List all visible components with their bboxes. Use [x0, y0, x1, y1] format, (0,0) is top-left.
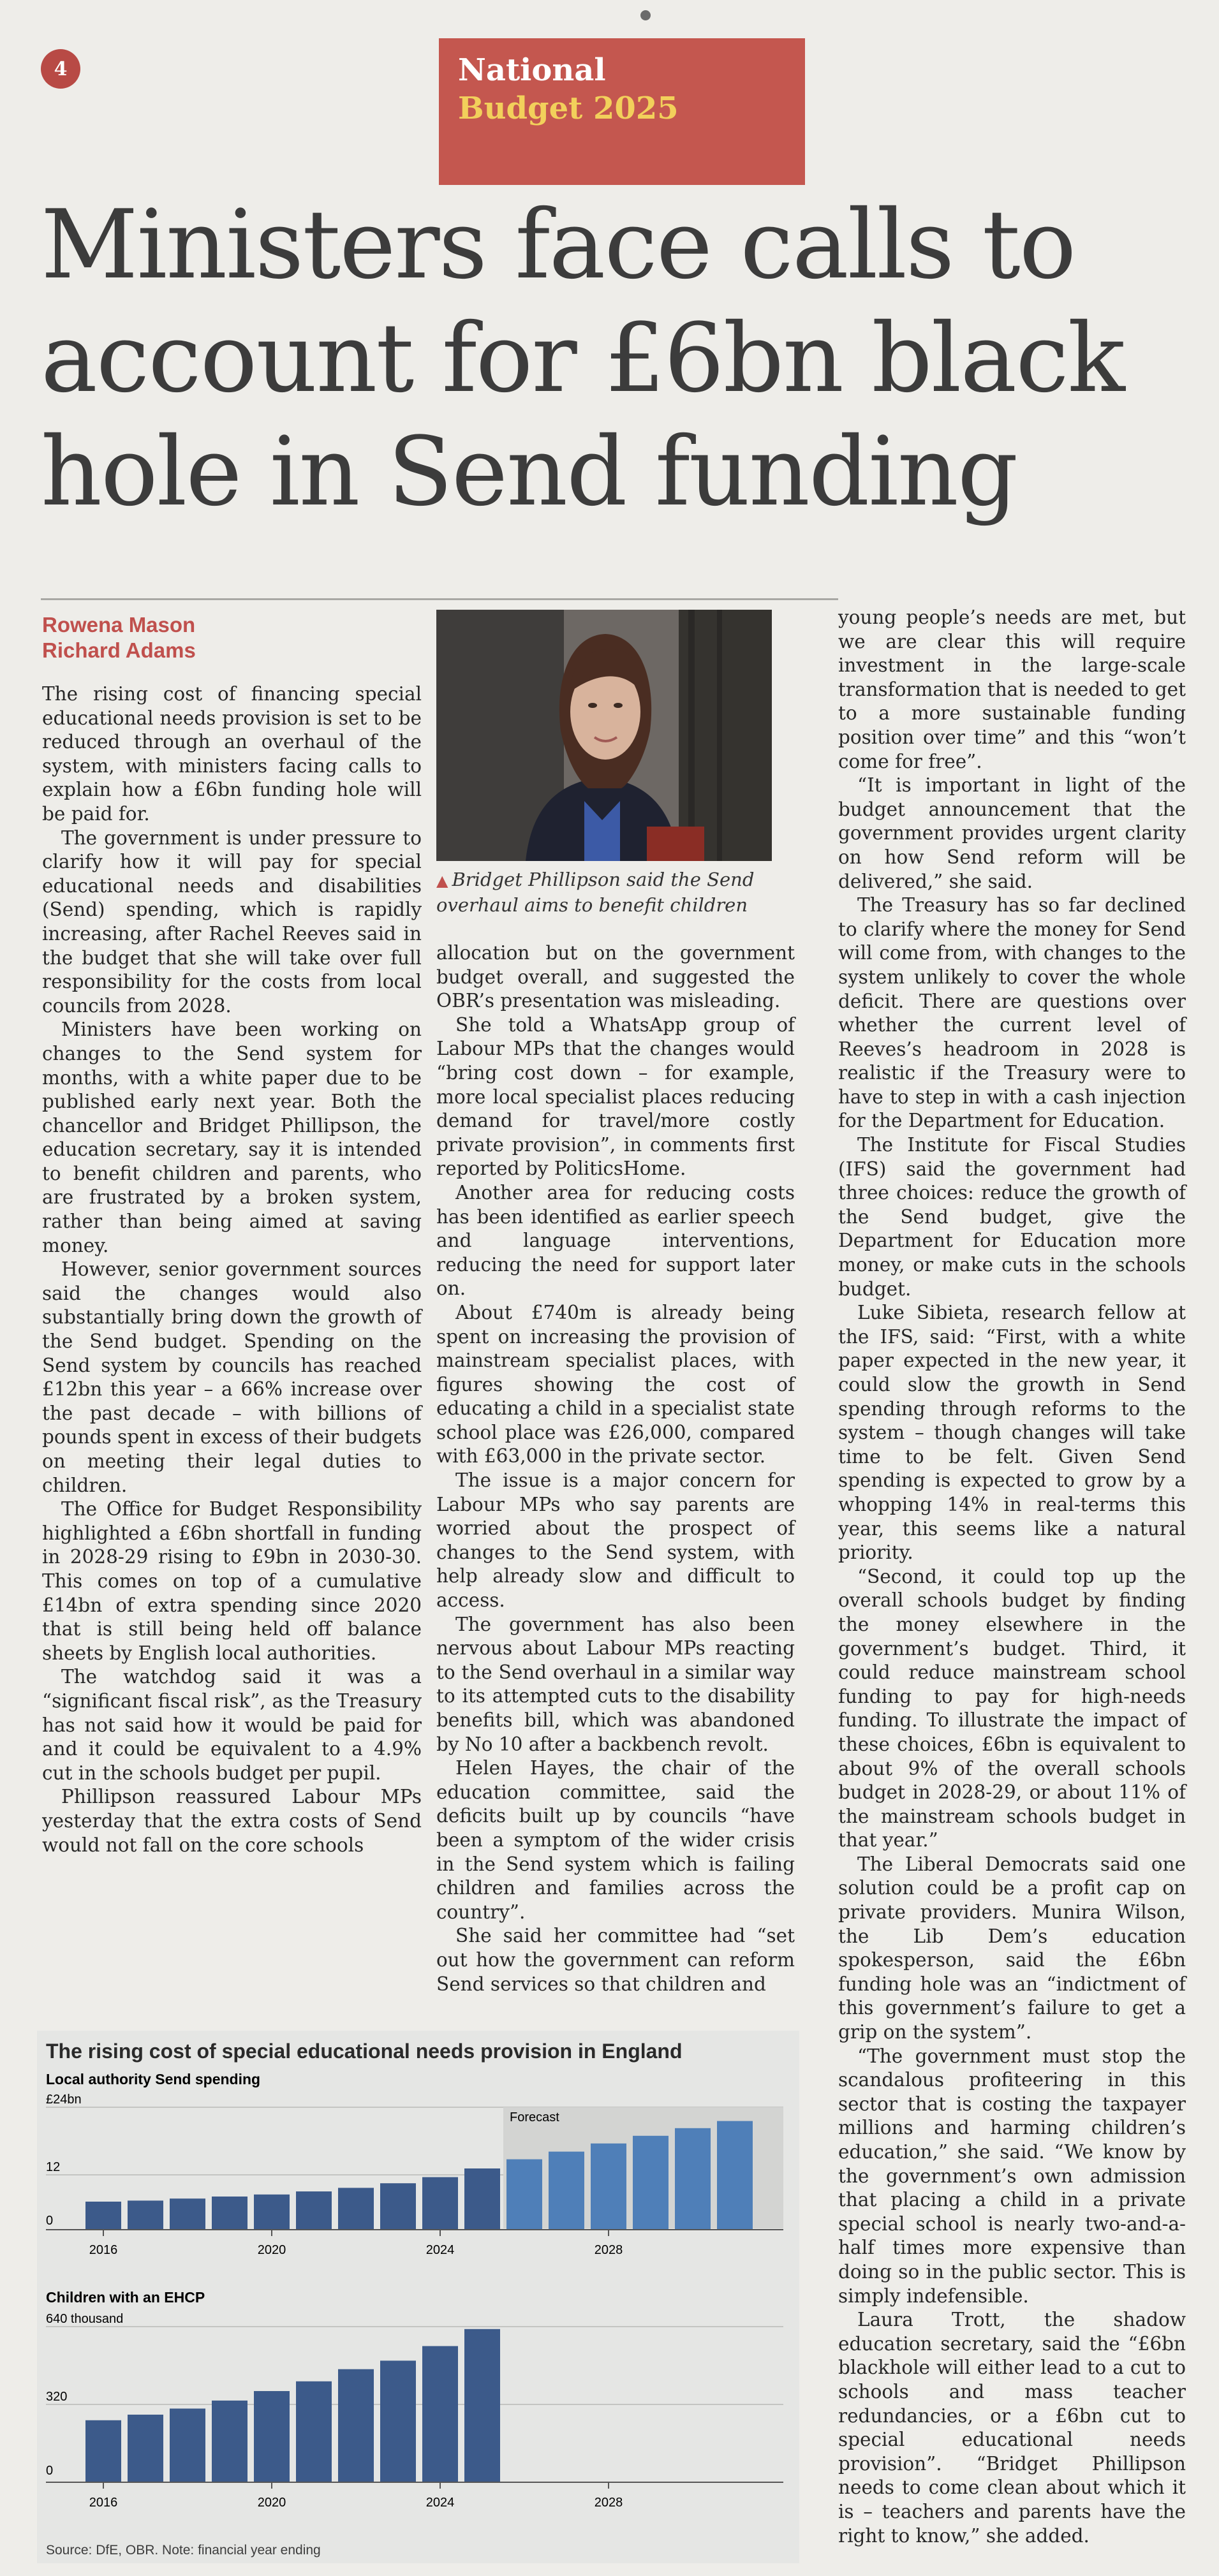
forecast-label: Forecast	[510, 2110, 559, 2124]
x-tick-label: 2016	[89, 2496, 118, 2510]
paragraph: “It is important in light of the budget announcement that the government provides urgent clarity on how Send reform will be delivered,” she said.	[838, 774, 1186, 892]
paragraph: “Second, it could top up the overall schools budget by finding the money elsewhere in the government’s budget. Third, it could reduce mainstream school funding to pay for high-needs funding. To illustrate the impact of these choices, £6bn is equivalent to about 9% of the overall schools budget in 2028-29, or about 11% of the mainstream schools budget in that year.”	[838, 1565, 1186, 1851]
bar-2020	[254, 2195, 290, 2230]
bar-2021	[296, 2191, 332, 2230]
bar-2020	[254, 2391, 290, 2482]
bar-2016	[85, 2202, 121, 2230]
bar-2031	[717, 2121, 753, 2230]
y-tick-label: £24bn	[46, 2093, 82, 2107]
binding-hole	[640, 10, 651, 20]
bar-2022	[338, 2369, 374, 2482]
bar-2030	[675, 2128, 711, 2230]
headline-line: Ministers face calls to	[41, 190, 1075, 300]
bars-send-spending	[85, 2121, 753, 2230]
paragraph: The Office for Budget Responsibility highlighted a £6bn shortfall in funding in 2028-29 rising to £9bn in 2030-30. This comes on top of a cumulative £14bn of extra spending since 2020 that is still being held off balance sheets by English local authorities.	[42, 1498, 422, 1664]
bar-2024	[422, 2177, 458, 2230]
x-tick-label: 2028	[594, 2496, 623, 2510]
paragraph: The government is under pressure to clarify how it will pay for special educational needs and disabilities (Send) spending, which is rapidly increasing, after Rachel Reeves said in the budget that she will take over full responsibility for the costs from local councils from 2028.	[42, 827, 422, 1017]
bar-2022	[338, 2188, 374, 2230]
y-tick-label: 320	[46, 2390, 68, 2404]
paragraph: About £740m is already being spent on increasing the provision of mainstream specialist places, with figures showing the cost of educating a child in a specialist state school place was £26,000, compared with £63,000 in the private sector.	[436, 1301, 795, 1468]
paragraph: The watchdog said it was a “significant fiscal risk”, as the Treasury has not said how it would be paid for and it could be equivalent to a 4.9% cut in the schools budget per pupil.	[42, 1666, 422, 1784]
bar-2024	[422, 2346, 458, 2483]
photo-bridget-phillipson	[436, 610, 772, 861]
bar-2016	[85, 2420, 121, 2482]
paragraph: Phillipson reassured Labour MPs yesterday that the extra costs of Send would not fall on the core schools	[42, 1786, 422, 1856]
section-name: National	[458, 52, 606, 88]
article-column-3	[838, 606, 1186, 2548]
paragraph: However, senior government sources said the changes would also substantially bring down the growth of the Send budget. Spending on the Send system by councils has reached £12bn this year – a 66% increase over the past decade – with billions of pounds spent in excess of their budgets on meeting their legal duties to children.	[42, 1258, 422, 1496]
photo-illustration	[436, 610, 772, 861]
photo-caption	[436, 867, 794, 917]
headline-line: account for £6bn black	[41, 304, 1124, 414]
chart-title: The rising cost of special educational needs provision in England	[46, 2040, 683, 2063]
paragraph: The Treasury has so far declined to clarify where the money for Send will come from, with changes to the system unlikely to cover the whole deficit. There are questions over whether the current level of Reeves’s headroom in 2028 is realistic if the Treasury were to have to step in with a cash injection for the Department for Education.	[838, 894, 1186, 1132]
bar-2018	[170, 2198, 205, 2230]
page-number: 4	[41, 49, 80, 89]
bar-2018	[170, 2408, 205, 2482]
paragraph: Another area for reducing costs has been identified as earlier speech and language interventions, reducing the need for support later on.	[436, 1181, 795, 1300]
y-tick-label: 12	[46, 2160, 61, 2174]
bar-2023	[380, 2183, 416, 2230]
paragraph: The government has also been nervous about Labour MPs reacting to the Send overhaul in a similar way to its attempted cuts to the disability benefits bill, which was abandoned by No 10 after a backbench revolt.	[436, 1613, 795, 1755]
paragraph: The rising cost of financing special educational needs provision is set to be reduced through an overhaul of the system, with ministers facing calls to explain how a £6bn funding hole will be paid for.	[42, 683, 422, 825]
headline	[41, 189, 1189, 529]
paragraph: Laura Trott, the shadow education secretary, said the “£6bn blackhole will either lead to a cut to schools and mass teacher redundancies, or a £6bn cut to special educational needs provision”. “Bridget Phillipson needs to come clean about which it is – teachers and parents have the right to know,” she added.	[838, 2309, 1186, 2547]
paragraph: Ministers have been working on changes to the Send system for months, with a white paper due to be published early next year. Both the chancellor and Bridget Phillipson, the education secretary, say it is intended to benefit children and parents, who are frustrated by a broken system, rather than being aimed at saving money.	[42, 1019, 422, 1256]
paragraph: She said her committee had “set out how the government can reform Send services so that children and	[436, 1925, 795, 1995]
bar-2027	[549, 2152, 584, 2230]
paragraph: allocation but on the government budget overall, and suggested the OBR’s presentation was misleading.	[436, 942, 795, 1012]
divider	[41, 598, 838, 600]
y-tick-label: 0	[46, 2464, 54, 2478]
article-column-1	[42, 682, 422, 1857]
paragraph: Helen Hayes, the chair of the education committee, said the deficits built up by councils “have been a symptom of the wider crisis in the Send system which is failing children and families across the country”.	[436, 1757, 795, 1923]
bar-2025	[464, 2329, 500, 2482]
bar-2026	[506, 2160, 542, 2230]
triangle-icon: ▲	[436, 872, 448, 890]
bar-2017	[128, 2415, 163, 2482]
caption-text: Bridget Phillipson said the Send overhaul aims to benefit children	[436, 869, 755, 916]
bar-2028	[591, 2144, 626, 2230]
x-tick-label: 2024	[425, 2243, 455, 2257]
panel-title: Local authority Send spending	[46, 2071, 261, 2087]
paragraph: The Institute for Fiscal Studies (IFS) said the government had three choices: reduce the growth of the Send budget, give the Department for Education more money, or make cuts in the schools budget.	[838, 1134, 1186, 1300]
x-ticks	[89, 2482, 623, 2510]
bar-2019	[212, 2401, 247, 2482]
x-tick-label: 2024	[425, 2496, 455, 2510]
bar-2025	[464, 2168, 500, 2230]
author: Richard Adams	[42, 638, 196, 662]
chart-source: Source: DfE, OBR. Note: financial year ending	[46, 2543, 321, 2558]
bar-2019	[212, 2197, 247, 2230]
section-subname: Budget 2025	[458, 91, 679, 126]
y-tick-label: 0	[46, 2214, 54, 2228]
paragraph: She told a WhatsApp group of Labour MPs that the changes would “bring cost down – for example, more local specialist places reducing demand for travel/more costly private provision”, in comments first reported by PoliticsHome.	[436, 1013, 795, 1180]
x-tick-label: 2016	[89, 2243, 118, 2257]
author: Rowena Mason	[42, 613, 196, 637]
x-tick-label: 2028	[594, 2243, 623, 2257]
chart-svg	[37, 2066, 799, 2542]
paragraph: Luke Sibieta, research fellow at the IFS, said: “First, with a white paper expected in the new year, it could slow the growth in Send spending through reforms to the system – though changes will take time to be felt. Given Send spending is expected to grow by a whopping 14% in real-terms this year, this seems like a natural priority.	[838, 1302, 1186, 1564]
paragraph: “The government must stop the scandalous profiteering in this sector that is costing the taxpayer millions and harming children’s education,” she said. “We know by the government’s own admission that placing a child in a private special school is nearly two-and-a-half times more expensive than doing so in the public sector. This is simply indefensible.	[838, 2045, 1186, 2307]
panel-title: Children with an EHCP	[46, 2289, 205, 2306]
y-tick-label: 640 thousand	[46, 2312, 124, 2326]
bar-2017	[128, 2200, 163, 2230]
paragraph: The issue is a major concern for Labour MPs who say parents are worried about the prospect of changes to the Send system, with help already slow and difficult to access.	[436, 1469, 795, 1612]
paragraph: young people’s needs are met, but we are clear this will require investment in the large-scale transformation that is needed to get to a more sustainable funding position over time” and this “won’t come for free”.	[838, 607, 1186, 772]
article-column-2	[436, 941, 795, 1996]
x-tick-label: 2020	[257, 2243, 286, 2257]
section-banner	[439, 38, 805, 185]
byline	[42, 612, 196, 663]
paragraph: The Liberal Democrats said one solution could be a profit cap on private providers. Munira Wilson, the Lib Dem’s education spokesperson, said the £6bn funding hole was an “indictment of this government’s failure to get a grip on the system”.	[838, 1853, 1186, 2043]
bar-2023	[380, 2360, 416, 2482]
x-ticks	[89, 2230, 623, 2257]
headline-line: hole in Send funding	[41, 417, 1017, 527]
bar-2029	[633, 2136, 669, 2230]
bars-ehcp	[85, 2329, 500, 2482]
x-tick-label: 2020	[257, 2496, 286, 2510]
bar-2021	[296, 2381, 332, 2482]
